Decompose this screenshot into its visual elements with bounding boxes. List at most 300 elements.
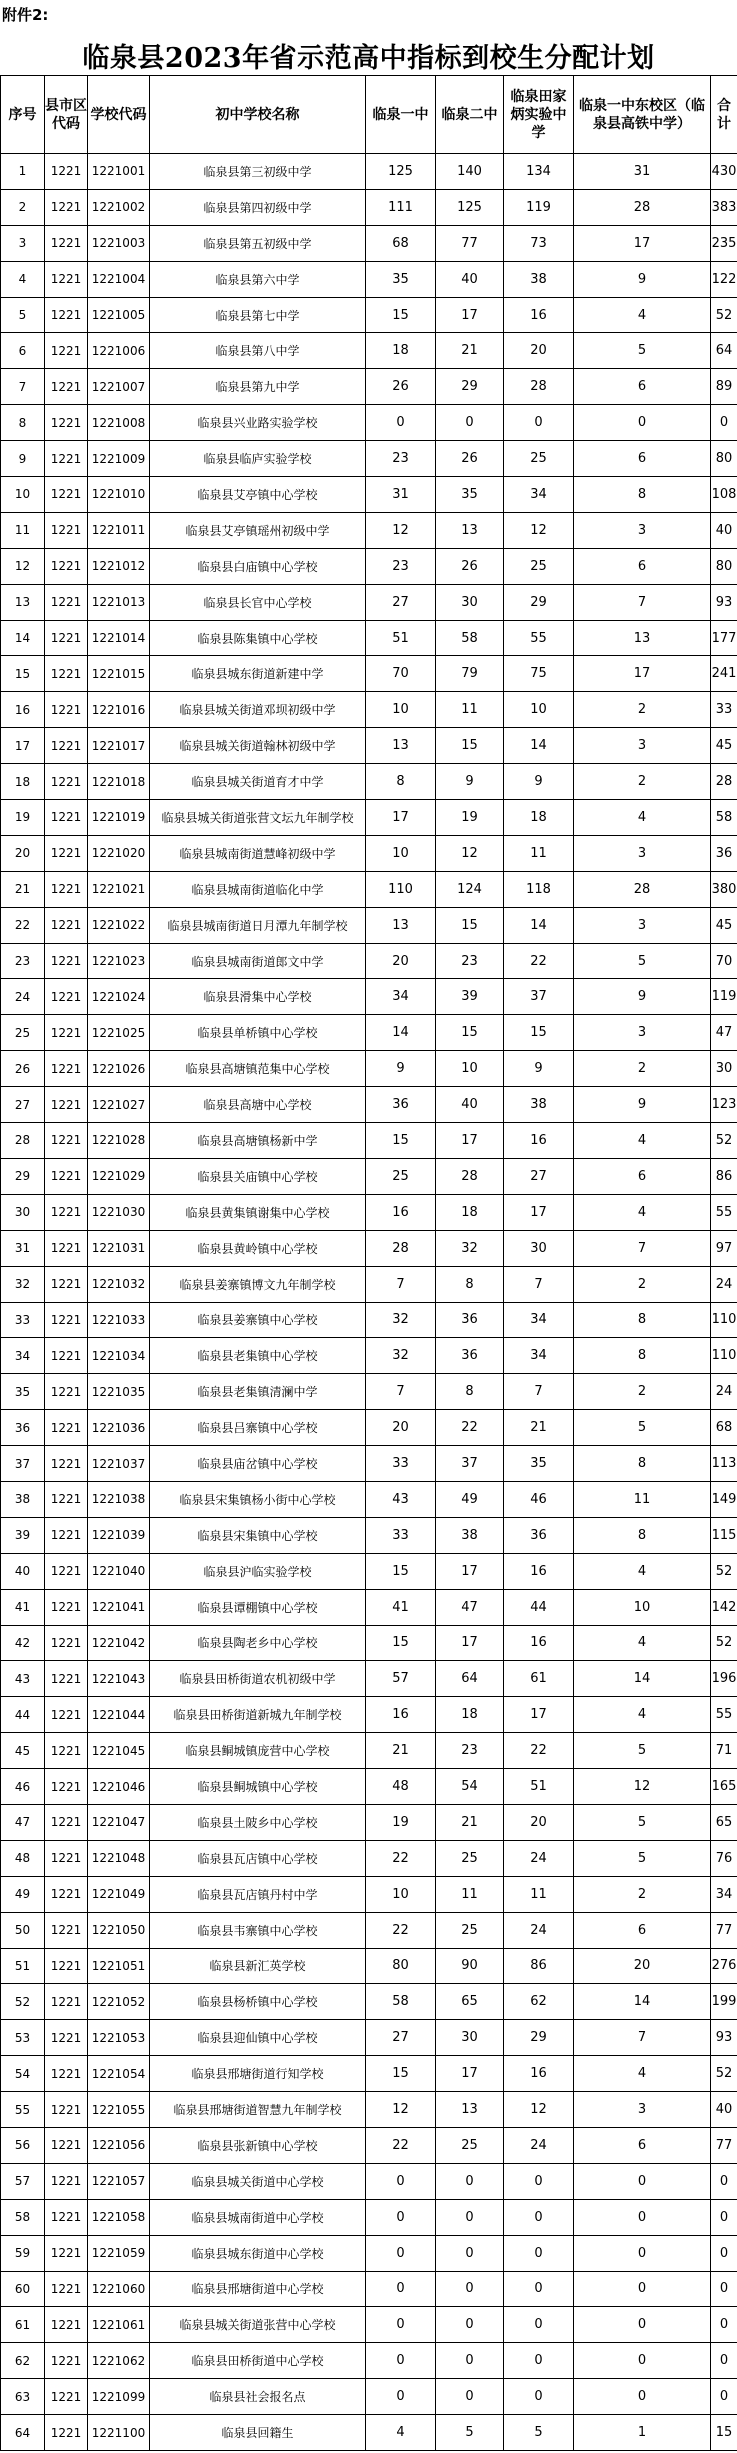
- cell-index: 60: [1, 2271, 45, 2307]
- cell-county-code: 1221: [45, 1840, 88, 1876]
- cell-linquan-no2: 38: [436, 1517, 504, 1553]
- cell-linquan-no2: 26: [436, 548, 504, 584]
- cell-total: 24: [711, 1266, 737, 1302]
- cell-school-code: 1221025: [88, 1015, 150, 1051]
- cell-tianjiabing: 11: [504, 1876, 574, 1912]
- cell-school-name: 临泉县鲖城镇庞营中心学校: [150, 1733, 366, 1769]
- cell-school-code: 1221033: [88, 1302, 150, 1338]
- table-row: [1, 1733, 737, 1769]
- cell-linquan-no1: 10: [366, 692, 436, 728]
- cell-county-code: 1221: [45, 764, 88, 800]
- cell-total: 64: [711, 333, 737, 369]
- cell-linquan-no1: 15: [366, 2056, 436, 2092]
- cell-linquan-no2: 11: [436, 1876, 504, 1912]
- cell-index: 26: [1, 1051, 45, 1087]
- cell-tianjiabing: 51: [504, 1769, 574, 1805]
- cell-total: 77: [711, 1912, 737, 1948]
- attachment-label: 附件2:: [2, 6, 49, 24]
- cell-linquan-no2: 47: [436, 1589, 504, 1625]
- cell-east-campus: 0: [574, 2343, 711, 2379]
- cell-linquan-no2: 19: [436, 800, 504, 836]
- cell-school-code: 1221018: [88, 764, 150, 800]
- table-row: [1, 1984, 737, 2020]
- cell-tianjiabing: 0: [504, 2235, 574, 2271]
- cell-east-campus: 28: [574, 871, 711, 907]
- cell-county-code: 1221: [45, 2307, 88, 2343]
- table-header-row: [1, 76, 737, 154]
- cell-linquan-no2: 29: [436, 369, 504, 405]
- cell-school-code: 1221010: [88, 477, 150, 513]
- cell-school-name: 临泉县田桥街道新城九年制学校: [150, 1697, 366, 1733]
- cell-index: 2: [1, 189, 45, 225]
- cell-linquan-no1: 13: [366, 728, 436, 764]
- cell-school-name: 临泉县第五初级中学: [150, 225, 366, 261]
- table-row: [1, 1661, 737, 1697]
- cell-linquan-no2: 0: [436, 2379, 504, 2415]
- table-row: [1, 907, 737, 943]
- cell-county-code: 1221: [45, 656, 88, 692]
- cell-linquan-no2: 77: [436, 225, 504, 261]
- cell-school-name: 临泉县吕寨镇中心学校: [150, 1410, 366, 1446]
- cell-linquan-no2: 36: [436, 1302, 504, 1338]
- cell-tianjiabing: 9: [504, 764, 574, 800]
- cell-total: 40: [711, 512, 737, 548]
- cell-school-name: 临泉县新汇英学校: [150, 1948, 366, 1984]
- cell-index: 46: [1, 1769, 45, 1805]
- cell-linquan-no2: 65: [436, 1984, 504, 2020]
- cell-linquan-no2: 64: [436, 1661, 504, 1697]
- cell-index: 24: [1, 979, 45, 1015]
- cell-tianjiabing: 86: [504, 1948, 574, 1984]
- cell-tianjiabing: 14: [504, 907, 574, 943]
- cell-county-code: 1221: [45, 1302, 88, 1338]
- cell-linquan-no1: 34: [366, 979, 436, 1015]
- cell-linquan-no1: 0: [366, 2199, 436, 2235]
- cell-linquan-no1: 16: [366, 1194, 436, 1230]
- cell-county-code: 1221: [45, 871, 88, 907]
- table-row: [1, 333, 737, 369]
- header-county-code: 县市区代码: [45, 76, 88, 154]
- cell-linquan-no2: 15: [436, 1015, 504, 1051]
- table-row: [1, 1051, 737, 1087]
- table-row: [1, 728, 737, 764]
- cell-school-code: 1221024: [88, 979, 150, 1015]
- cell-county-code: 1221: [45, 1804, 88, 1840]
- cell-tianjiabing: 5: [504, 2415, 574, 2451]
- cell-index: 35: [1, 1374, 45, 1410]
- cell-school-code: 1221028: [88, 1123, 150, 1159]
- cell-east-campus: 0: [574, 2199, 711, 2235]
- cell-index: 32: [1, 1266, 45, 1302]
- cell-linquan-no1: 80: [366, 1948, 436, 1984]
- cell-total: 52: [711, 1123, 737, 1159]
- cell-linquan-no1: 32: [366, 1338, 436, 1374]
- cell-school-code: 1221026: [88, 1051, 150, 1087]
- cell-east-campus: 4: [574, 1553, 711, 1589]
- cell-county-code: 1221: [45, 1876, 88, 1912]
- cell-total: 97: [711, 1230, 737, 1266]
- cell-tianjiabing: 24: [504, 1840, 574, 1876]
- cell-school-name: 临泉县临庐实验学校: [150, 441, 366, 477]
- cell-index: 9: [1, 441, 45, 477]
- cell-index: 45: [1, 1733, 45, 1769]
- cell-school-name: 临泉县黄集镇谢集中心学校: [150, 1194, 366, 1230]
- cell-school-name: 临泉县艾亭镇瑶州初级中学: [150, 512, 366, 548]
- cell-east-campus: 2: [574, 1051, 711, 1087]
- cell-tianjiabing: 25: [504, 441, 574, 477]
- cell-east-campus: 5: [574, 333, 711, 369]
- cell-index: 13: [1, 584, 45, 620]
- cell-school-name: 临泉县庙岔镇中心学校: [150, 1446, 366, 1482]
- table-row: [1, 1948, 737, 1984]
- cell-county-code: 1221: [45, 1697, 88, 1733]
- cell-linquan-no2: 26: [436, 441, 504, 477]
- cell-tianjiabing: 34: [504, 1302, 574, 1338]
- cell-east-campus: 11: [574, 1481, 711, 1517]
- cell-index: 43: [1, 1661, 45, 1697]
- header-tianjiabing: 临泉田家炳实验中学: [504, 76, 574, 154]
- cell-linquan-no2: 30: [436, 2020, 504, 2056]
- cell-tianjiabing: 27: [504, 1158, 574, 1194]
- table-row: [1, 1194, 737, 1230]
- table-row: [1, 512, 737, 548]
- cell-county-code: 1221: [45, 1410, 88, 1446]
- cell-school-name: 临泉县城关街道翰林初级中学: [150, 728, 366, 764]
- cell-east-campus: 2: [574, 1876, 711, 1912]
- cell-county-code: 1221: [45, 405, 88, 441]
- cell-linquan-no2: 140: [436, 154, 504, 190]
- cell-index: 57: [1, 2163, 45, 2199]
- cell-total: 0: [711, 2163, 737, 2199]
- table-row: [1, 477, 737, 513]
- cell-school-name: 临泉县第三初级中学: [150, 154, 366, 190]
- cell-linquan-no2: 25: [436, 1912, 504, 1948]
- cell-total: 142: [711, 1589, 737, 1625]
- cell-school-code: 1221017: [88, 728, 150, 764]
- cell-east-campus: 1: [574, 2415, 711, 2451]
- cell-index: 17: [1, 728, 45, 764]
- cell-linquan-no2: 25: [436, 1840, 504, 1876]
- cell-linquan-no1: 33: [366, 1517, 436, 1553]
- cell-east-campus: 10: [574, 1589, 711, 1625]
- cell-index: 22: [1, 907, 45, 943]
- cell-school-name: 临泉县城关街道张营中心学校: [150, 2307, 366, 2343]
- cell-school-name: 临泉县社会报名点: [150, 2379, 366, 2415]
- table-row: [1, 1517, 737, 1553]
- cell-linquan-no1: 14: [366, 1015, 436, 1051]
- cell-tianjiabing: 9: [504, 1051, 574, 1087]
- cell-linquan-no2: 39: [436, 979, 504, 1015]
- cell-linquan-no2: 40: [436, 261, 504, 297]
- cell-school-name: 临泉县城南街道日月潭九年制学校: [150, 907, 366, 943]
- cell-total: 115: [711, 1517, 737, 1553]
- cell-school-name: 临泉县田桥街道中心学校: [150, 2343, 366, 2379]
- cell-tianjiabing: 37: [504, 979, 574, 1015]
- cell-school-code: 1221038: [88, 1481, 150, 1517]
- cell-school-name: 临泉县谭棚镇中心学校: [150, 1589, 366, 1625]
- cell-east-campus: 6: [574, 1158, 711, 1194]
- cell-school-name: 临泉县姜寨镇博文九年制学校: [150, 1266, 366, 1302]
- cell-school-code: 1221054: [88, 2056, 150, 2092]
- cell-school-code: 1221100: [88, 2415, 150, 2451]
- cell-school-name: 临泉县老集镇清澜中学: [150, 1374, 366, 1410]
- cell-linquan-no2: 0: [436, 2343, 504, 2379]
- cell-index: 29: [1, 1158, 45, 1194]
- table-row: [1, 1804, 737, 1840]
- cell-linquan-no2: 8: [436, 1266, 504, 1302]
- table-row: [1, 297, 737, 333]
- table-row: [1, 369, 737, 405]
- cell-school-name: 临泉县第九中学: [150, 369, 366, 405]
- cell-linquan-no1: 70: [366, 656, 436, 692]
- cell-county-code: 1221: [45, 1230, 88, 1266]
- table-row: [1, 2127, 737, 2163]
- cell-total: 45: [711, 728, 737, 764]
- cell-total: 0: [711, 2235, 737, 2271]
- cell-index: 53: [1, 2020, 45, 2056]
- cell-index: 7: [1, 369, 45, 405]
- cell-county-code: 1221: [45, 620, 88, 656]
- cell-linquan-no1: 13: [366, 907, 436, 943]
- cell-index: 25: [1, 1015, 45, 1051]
- cell-east-campus: 7: [574, 2020, 711, 2056]
- allocation-table: [0, 75, 737, 2451]
- cell-linquan-no2: 25: [436, 2127, 504, 2163]
- cell-linquan-no2: 36: [436, 1338, 504, 1374]
- cell-linquan-no1: 0: [366, 405, 436, 441]
- cell-linquan-no1: 7: [366, 1266, 436, 1302]
- cell-county-code: 1221: [45, 1051, 88, 1087]
- cell-linquan-no1: 8: [366, 764, 436, 800]
- cell-county-code: 1221: [45, 2127, 88, 2163]
- cell-county-code: 1221: [45, 1015, 88, 1051]
- cell-school-name: 临泉县瓦店镇中心学校: [150, 1840, 366, 1876]
- cell-linquan-no2: 17: [436, 297, 504, 333]
- cell-tianjiabing: 21: [504, 1410, 574, 1446]
- table-row: [1, 1697, 737, 1733]
- cell-east-campus: 5: [574, 1410, 711, 1446]
- cell-linquan-no2: 22: [436, 1410, 504, 1446]
- cell-county-code: 1221: [45, 2271, 88, 2307]
- cell-east-campus: 6: [574, 1912, 711, 1948]
- cell-school-name: 临泉县陈集镇中心学校: [150, 620, 366, 656]
- cell-county-code: 1221: [45, 907, 88, 943]
- cell-east-campus: 0: [574, 2307, 711, 2343]
- cell-linquan-no1: 15: [366, 1553, 436, 1589]
- cell-tianjiabing: 22: [504, 943, 574, 979]
- cell-linquan-no1: 23: [366, 548, 436, 584]
- cell-county-code: 1221: [45, 2415, 88, 2451]
- cell-linquan-no2: 40: [436, 1087, 504, 1123]
- cell-tianjiabing: 20: [504, 1804, 574, 1840]
- cell-linquan-no2: 18: [436, 1697, 504, 1733]
- cell-index: 40: [1, 1553, 45, 1589]
- cell-east-campus: 3: [574, 2092, 711, 2128]
- cell-county-code: 1221: [45, 154, 88, 190]
- cell-school-name: 临泉县邢塘街道行知学校: [150, 2056, 366, 2092]
- cell-linquan-no1: 0: [366, 2163, 436, 2199]
- cell-linquan-no1: 33: [366, 1446, 436, 1482]
- cell-school-name: 临泉县瓦店镇丹村中学: [150, 1876, 366, 1912]
- table-row: [1, 1123, 737, 1159]
- cell-school-code: 1221016: [88, 692, 150, 728]
- cell-tianjiabing: 38: [504, 1087, 574, 1123]
- cell-total: 58: [711, 800, 737, 836]
- cell-east-campus: 8: [574, 1338, 711, 1374]
- cell-tianjiabing: 29: [504, 2020, 574, 2056]
- cell-east-campus: 6: [574, 2127, 711, 2163]
- cell-linquan-no1: 68: [366, 225, 436, 261]
- cell-school-name: 临泉县城南街道临化中学: [150, 871, 366, 907]
- cell-east-campus: 0: [574, 2271, 711, 2307]
- cell-school-name: 临泉县张新镇中心学校: [150, 2127, 366, 2163]
- cell-linquan-no1: 10: [366, 835, 436, 871]
- cell-county-code: 1221: [45, 1625, 88, 1661]
- cell-tianjiabing: 28: [504, 369, 574, 405]
- header-linquan-no1: 临泉一中: [366, 76, 436, 154]
- cell-tianjiabing: 11: [504, 835, 574, 871]
- cell-east-campus: 2: [574, 1266, 711, 1302]
- cell-linquan-no1: 58: [366, 1984, 436, 2020]
- cell-linquan-no2: 32: [436, 1230, 504, 1266]
- cell-school-code: 1221034: [88, 1338, 150, 1374]
- cell-tianjiabing: 7: [504, 1374, 574, 1410]
- cell-linquan-no1: 22: [366, 1912, 436, 1948]
- cell-total: 15: [711, 2415, 737, 2451]
- header-total: 合计: [711, 76, 737, 154]
- cell-school-name: 临泉县土陂乡中心学校: [150, 1804, 366, 1840]
- table-row: [1, 1158, 737, 1194]
- cell-linquan-no2: 23: [436, 1733, 504, 1769]
- cell-school-code: 1221009: [88, 441, 150, 477]
- cell-county-code: 1221: [45, 1517, 88, 1553]
- cell-linquan-no1: 15: [366, 1625, 436, 1661]
- cell-linquan-no2: 11: [436, 692, 504, 728]
- cell-school-code: 1221060: [88, 2271, 150, 2307]
- cell-index: 23: [1, 943, 45, 979]
- cell-linquan-no1: 20: [366, 943, 436, 979]
- cell-county-code: 1221: [45, 1374, 88, 1410]
- cell-tianjiabing: 7: [504, 1266, 574, 1302]
- cell-east-campus: 4: [574, 1194, 711, 1230]
- cell-tianjiabing: 134: [504, 154, 574, 190]
- cell-linquan-no2: 0: [436, 2307, 504, 2343]
- cell-school-code: 1221011: [88, 512, 150, 548]
- cell-total: 0: [711, 2199, 737, 2235]
- table-row: [1, 871, 737, 907]
- cell-school-code: 1221030: [88, 1194, 150, 1230]
- cell-linquan-no2: 15: [436, 728, 504, 764]
- cell-county-code: 1221: [45, 512, 88, 548]
- cell-school-code: 1221051: [88, 1948, 150, 1984]
- cell-linquan-no2: 37: [436, 1446, 504, 1482]
- cell-total: 24: [711, 1374, 737, 1410]
- cell-linquan-no1: 31: [366, 477, 436, 513]
- cell-east-campus: 4: [574, 1697, 711, 1733]
- cell-school-name: 临泉县滑集中心学校: [150, 979, 366, 1015]
- cell-total: 110: [711, 1302, 737, 1338]
- cell-east-campus: 9: [574, 1087, 711, 1123]
- cell-county-code: 1221: [45, 2020, 88, 2056]
- cell-school-code: 1221047: [88, 1804, 150, 1840]
- cell-linquan-no1: 12: [366, 2092, 436, 2128]
- cell-school-code: 1221015: [88, 656, 150, 692]
- table-row: [1, 1087, 737, 1123]
- cell-total: 0: [711, 2271, 737, 2307]
- cell-school-code: 1221006: [88, 333, 150, 369]
- cell-school-code: 1221022: [88, 907, 150, 943]
- cell-total: 380: [711, 871, 737, 907]
- cell-linquan-no2: 13: [436, 512, 504, 548]
- cell-school-code: 1221032: [88, 1266, 150, 1302]
- cell-index: 61: [1, 2307, 45, 2343]
- cell-index: 8: [1, 405, 45, 441]
- table-row: [1, 225, 737, 261]
- header-school-code: 学校代码: [88, 76, 150, 154]
- cell-county-code: 1221: [45, 584, 88, 620]
- cell-school-code: 1221045: [88, 1733, 150, 1769]
- cell-total: 80: [711, 441, 737, 477]
- cell-index: 54: [1, 2056, 45, 2092]
- cell-tianjiabing: 34: [504, 1338, 574, 1374]
- cell-school-code: 1221013: [88, 584, 150, 620]
- cell-index: 36: [1, 1410, 45, 1446]
- cell-total: 68: [711, 1410, 737, 1446]
- cell-school-code: 1221008: [88, 405, 150, 441]
- cell-east-campus: 9: [574, 261, 711, 297]
- cell-total: 28: [711, 764, 737, 800]
- cell-linquan-no1: 125: [366, 154, 436, 190]
- cell-school-code: 1221019: [88, 800, 150, 836]
- cell-linquan-no2: 54: [436, 1769, 504, 1805]
- cell-county-code: 1221: [45, 692, 88, 728]
- table-row: [1, 1338, 737, 1374]
- cell-index: 55: [1, 2092, 45, 2128]
- cell-tianjiabing: 0: [504, 2163, 574, 2199]
- cell-school-name: 临泉县高塘中心学校: [150, 1087, 366, 1123]
- cell-tianjiabing: 16: [504, 297, 574, 333]
- cell-total: 40: [711, 2092, 737, 2128]
- cell-linquan-no2: 90: [436, 1948, 504, 1984]
- cell-linquan-no2: 12: [436, 835, 504, 871]
- cell-school-name: 临泉县城关街道中心学校: [150, 2163, 366, 2199]
- cell-school-code: 1221061: [88, 2307, 150, 2343]
- cell-total: 0: [711, 2343, 737, 2379]
- cell-school-name: 临泉县黄岭镇中心学校: [150, 1230, 366, 1266]
- cell-county-code: 1221: [45, 800, 88, 836]
- cell-linquan-no1: 9: [366, 1051, 436, 1087]
- table-row: [1, 2415, 737, 2451]
- table-row: [1, 692, 737, 728]
- cell-school-code: 1221023: [88, 943, 150, 979]
- cell-east-campus: 8: [574, 1517, 711, 1553]
- table-row: [1, 800, 737, 836]
- cell-school-name: 临泉县高塘镇杨新中学: [150, 1123, 366, 1159]
- cell-school-code: 1221052: [88, 1984, 150, 2020]
- cell-total: 177: [711, 620, 737, 656]
- cell-total: 430: [711, 154, 737, 190]
- cell-tianjiabing: 10: [504, 692, 574, 728]
- cell-east-campus: 2: [574, 764, 711, 800]
- cell-county-code: 1221: [45, 1733, 88, 1769]
- cell-linquan-no2: 17: [436, 2056, 504, 2092]
- cell-index: 18: [1, 764, 45, 800]
- cell-linquan-no2: 9: [436, 764, 504, 800]
- cell-school-code: 1221043: [88, 1661, 150, 1697]
- cell-index: 6: [1, 333, 45, 369]
- cell-school-name: 临泉县杨桥镇中心学校: [150, 1984, 366, 2020]
- table-row: [1, 261, 737, 297]
